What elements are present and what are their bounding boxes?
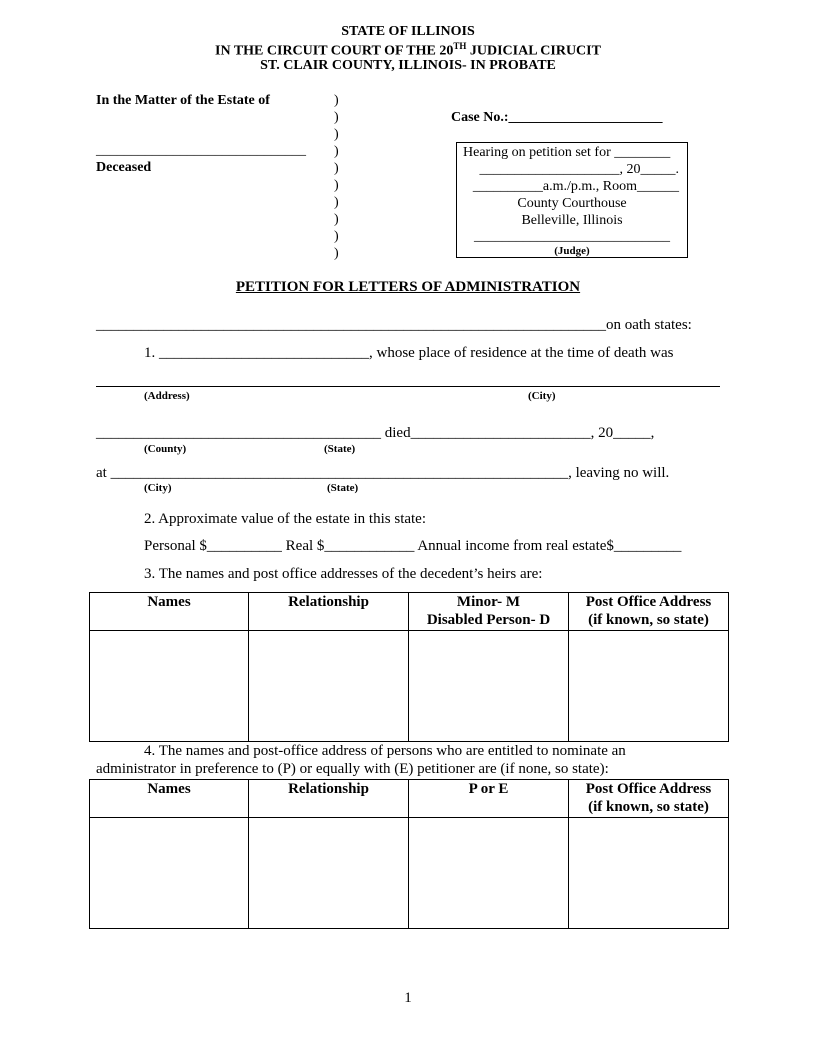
paren: ) bbox=[334, 161, 339, 176]
judge-label: (Judge) bbox=[554, 245, 590, 257]
matter-label: In the Matter of the Estate of bbox=[96, 93, 270, 108]
col-p-or-e: P or E bbox=[409, 780, 569, 818]
died-line[interactable]: ______________________________________ died________________________, 20_____, bbox=[96, 425, 655, 441]
heir-relationship-cell[interactable] bbox=[249, 631, 409, 742]
address-label: (Address) bbox=[144, 390, 190, 402]
col-address-note: (if known, so state) bbox=[588, 799, 709, 815]
header-county: ST. CLAIR COUNTY, ILLINOIS- IN PROBATE bbox=[260, 58, 556, 73]
judge-signature-line[interactable]: ____________________________ bbox=[474, 229, 670, 244]
nominators-table bbox=[89, 779, 729, 929]
col-address-note: (if known, so state) bbox=[588, 612, 709, 628]
nominator-p-or-e-cell[interactable] bbox=[409, 818, 569, 929]
col-relationship: Relationship bbox=[249, 780, 409, 818]
col-address-label: Post Office Address bbox=[585, 781, 712, 797]
city-label: (City) bbox=[528, 390, 556, 402]
col-disabled-label: Disabled Person- D bbox=[426, 612, 551, 628]
hearing-box bbox=[456, 142, 688, 258]
table-row bbox=[90, 818, 729, 929]
header-state: STATE OF ILLINOIS bbox=[341, 24, 475, 39]
paragraph-2: 2. Approximate value of the estate in this state: bbox=[144, 511, 427, 527]
hearing-set-for[interactable]: Hearing on petition set for ________ bbox=[463, 145, 671, 160]
paragraph-4-line-1: 4. The names and post-office address of persons who are entitled to nominate an bbox=[144, 743, 626, 759]
col-relationship: Relationship bbox=[249, 593, 409, 631]
header-court-pre: IN THE CIRCUIT COURT OF THE 20 bbox=[215, 43, 454, 59]
hearing-city: Belleville, Illinois bbox=[521, 213, 623, 228]
paren: ) bbox=[334, 144, 339, 159]
col-post-office-address bbox=[569, 593, 729, 631]
deceased-label: Deceased bbox=[96, 160, 152, 175]
table-header-row bbox=[90, 780, 729, 818]
paren: ) bbox=[334, 178, 339, 193]
paren: ) bbox=[334, 229, 339, 244]
city-label-2: (City) bbox=[144, 482, 172, 494]
paren: ) bbox=[334, 93, 339, 108]
heir-address-cell[interactable] bbox=[569, 631, 729, 742]
col-minor-label: Minor- M bbox=[456, 594, 521, 610]
paren: ) bbox=[334, 110, 339, 125]
nominator-relationship-cell[interactable] bbox=[249, 818, 409, 929]
col-names: Names bbox=[90, 780, 249, 818]
estate-name-blank[interactable]: ______________________________ bbox=[96, 143, 306, 158]
col-names: Names bbox=[90, 593, 249, 631]
col-post-office-address bbox=[569, 780, 729, 818]
petition-title: PETITION FOR LETTERS OF ADMINISTRATION bbox=[235, 279, 581, 295]
hearing-courthouse: County Courthouse bbox=[517, 196, 627, 211]
paragraph-1[interactable]: 1. ____________________________, whose place of residence at the time of death was bbox=[144, 345, 674, 361]
nominator-address-cell[interactable] bbox=[569, 818, 729, 929]
header-court-sup: TH bbox=[453, 41, 467, 51]
petitioner-oath-line[interactable]: ____________________________________________________________________on oath states: bbox=[96, 317, 692, 333]
address-line[interactable] bbox=[96, 386, 720, 387]
paren: ) bbox=[334, 246, 339, 261]
col-minor-disabled bbox=[409, 593, 569, 631]
county-label: (County) bbox=[144, 443, 187, 455]
state-label: (State) bbox=[324, 443, 356, 455]
state-label-2: (State) bbox=[327, 482, 359, 494]
col-address-label: Post Office Address bbox=[585, 594, 712, 610]
case-number-field[interactable]: Case No.:______________________ bbox=[451, 110, 663, 125]
paren: ) bbox=[334, 127, 339, 142]
paragraph-3: 3. The names and post office addresses of the decedent’s heirs are: bbox=[144, 566, 543, 582]
estate-values-line[interactable]: Personal $__________ Real $____________ Annual income from real estate$_________ bbox=[144, 538, 682, 554]
page-number: 1 bbox=[404, 990, 412, 1006]
paragraph-4-line-2: administrator in preference to (P) or equally with (E) petitioner are (if none, so state): bbox=[96, 761, 609, 777]
header-court-post: JUDICIAL CIRUCIT bbox=[466, 43, 601, 59]
hearing-time-room[interactable]: __________a.m./p.m., Room______ bbox=[472, 179, 679, 194]
header-court bbox=[0, 41, 816, 60]
paren: ) bbox=[334, 212, 339, 227]
table-header-row bbox=[90, 593, 729, 631]
at-line[interactable]: at _____________________________________________________________, leaving no will. bbox=[96, 465, 670, 481]
heir-minor-disabled-cell[interactable] bbox=[409, 631, 569, 742]
paren: ) bbox=[334, 195, 339, 210]
hearing-date[interactable]: ____________________, 20_____. bbox=[479, 162, 679, 177]
nominator-name-cell[interactable] bbox=[90, 818, 249, 929]
table-row bbox=[90, 631, 729, 742]
heir-name-cell[interactable] bbox=[90, 631, 249, 742]
heirs-table bbox=[89, 592, 729, 742]
